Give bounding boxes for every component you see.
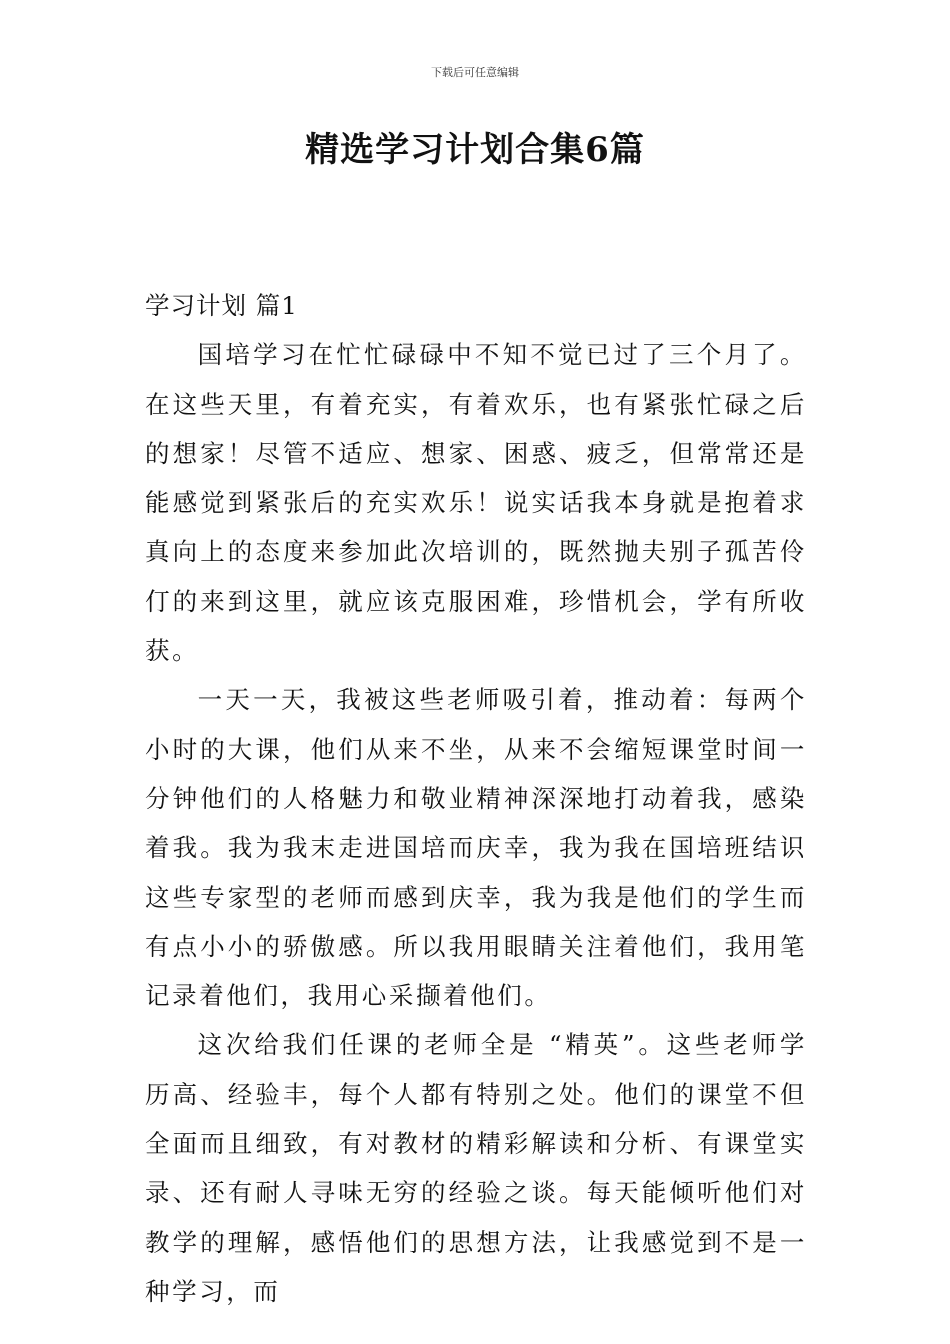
paragraph: 国培学习在忙忙碌碌中不知不觉已过了三个月了。在这些天里，有着充实，有着欢乐，也有紧张忙碌之后的想家！尽管不适应、想家、困惑、疲乏，但常常还是能感觉到紧张后的充实欢乐！说实话我本身就是抱着求真向上的态度来参加此次培训的，既然抛夫别子孤苦伶仃的来到这里，就应该克服困难，珍惜机会，学有所收获。 (145, 340, 807, 666)
document-body (145, 281, 807, 1316)
section-heading: 学习计划 篇1 (145, 291, 298, 320)
header-note: 下载后可任意编辑 (431, 66, 519, 79)
document-title: 精选学习计划合集6篇 (305, 130, 645, 170)
paragraph: 这次给我们任课的老师全是 “精英”。这些老师学历高、经验丰，每个人都有特别之处。他们的课堂不但全面而且细致，有对教材的精彩解读和分析、有课堂实录、还有耐人寻味无穷的经验之谈。每天能倾听他们对教学的理解，感悟他们的思想方法，让我感觉到不是一种学习，而 (145, 1030, 807, 1306)
paragraph: 一天一天，我被这些老师吸引着，推动着：每两个小时的大课，他们从来不坐，从来不会缩短课堂时间一分钟他们的人格魅力和敬业精神深深地打动着我，感染着我。我为我末走进国培而庆幸，我为我在国培班结识这些专家型的老师而感到庆幸，我为我是他们的学生而有点小小的骄傲感。所以我用眼睛关注着他们，我用笔记录着他们，我用心采撷着他们。 (145, 685, 807, 1011)
